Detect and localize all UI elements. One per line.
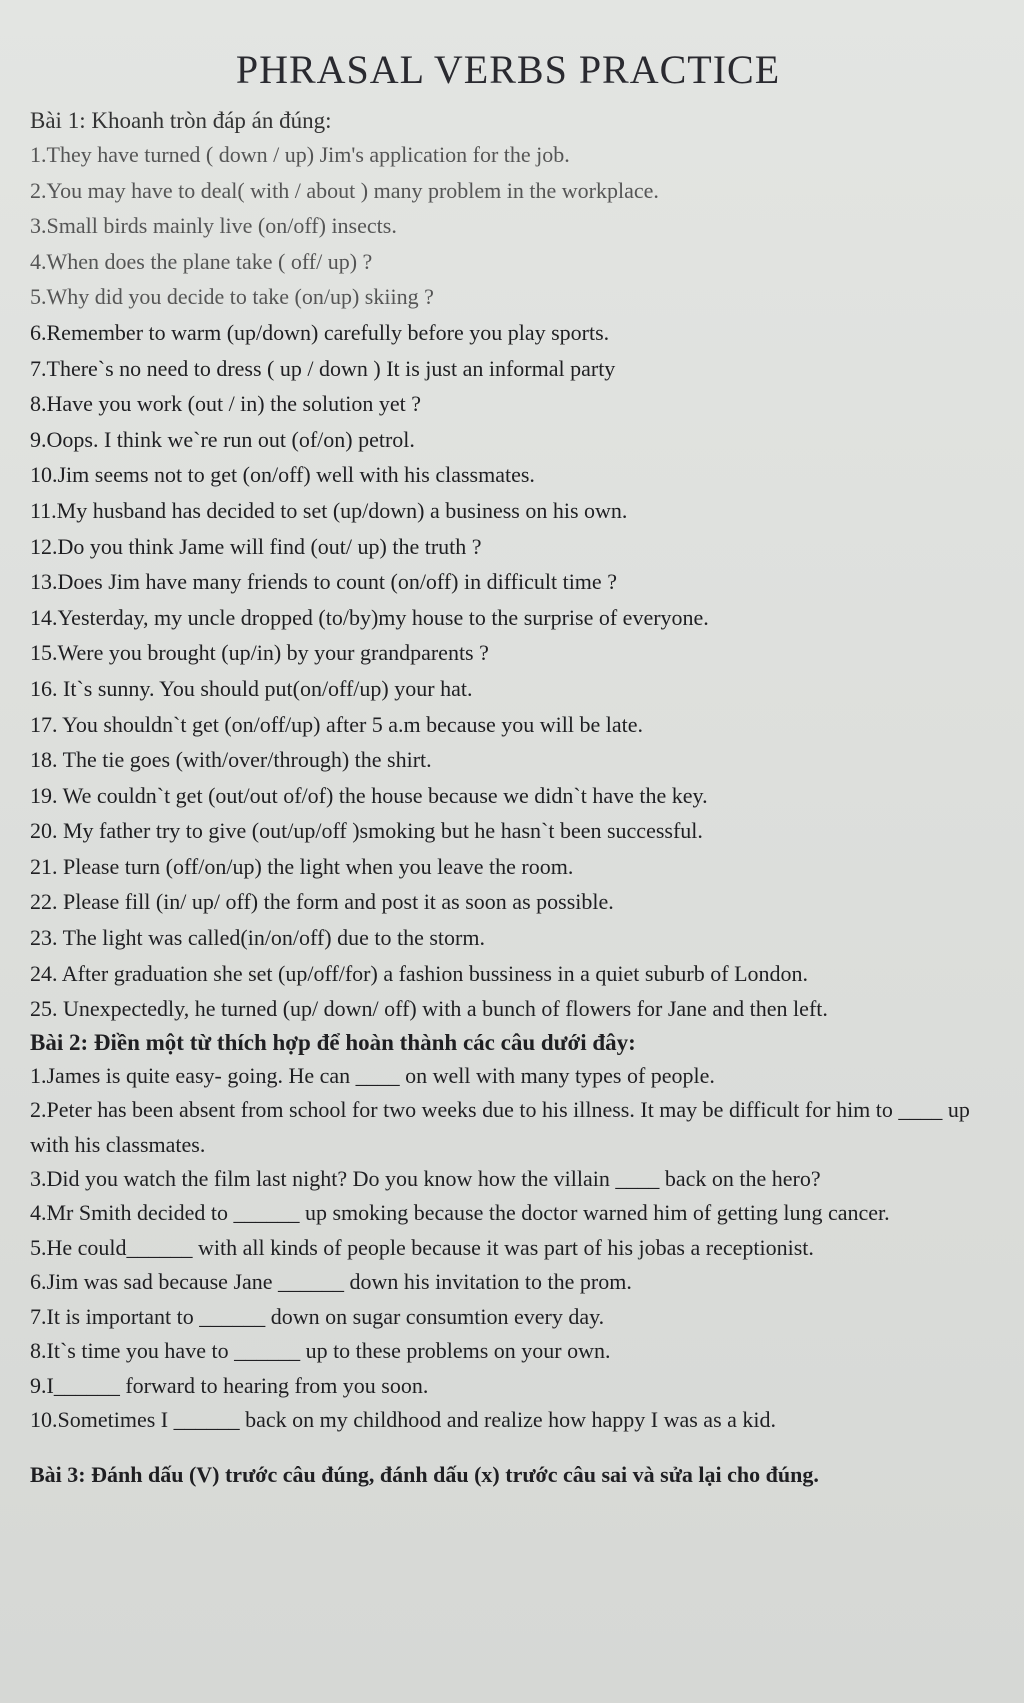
exercise-1-item: 19. We couldn`t get (out/out of/of) the house because we didn`t have the key.: [30, 782, 708, 808]
exercise-2-item: 6.Jim was sad because Jane ______ down his invitation to the prom.: [30, 1269, 632, 1295]
exercise-1-item: 16. It`s sunny. You should put(on/off/up) your hat.: [30, 675, 473, 701]
exercise-3: [30, 1459, 986, 1491]
exercise-1-item: 24. After graduation she set (up/off/for) a fashion bussiness in a quiet suburb of London.: [30, 960, 809, 986]
exercise-2-item: 8.It`s time you have to ______ up to these problems on your own.: [30, 1338, 611, 1364]
section-spacer: [30, 1437, 986, 1459]
exercise-1-item: 2.You may have to deal( with / about ) many problem in the workplace.: [30, 177, 659, 203]
exercise-1-item: 23. The light was called(in/on/off) due to the storm.: [30, 925, 485, 951]
exercise-1-item: 25. Unexpectedly, he turned (up/ down/ off) with a bunch of flowers for Jane and then left.: [30, 996, 828, 1022]
exercise-2-item: 1.James is quite easy- going. He can ____ on well with many types of people.: [30, 1062, 715, 1088]
exercise-1-item: 7.There`s no need to dress ( up / down ) It is just an informal party: [30, 355, 616, 381]
exercise-1: [30, 105, 986, 1027]
exercise-1-item: 8.Have you work (out / in) the solution yet ?: [30, 391, 422, 417]
exercise-1-item: 13.Does Jim have many friends to count (on/off) in difficult time ?: [30, 569, 617, 595]
exercise-1-item: 1.They have turned ( down / up) Jim's application for the job.: [30, 142, 570, 167]
exercise-1-item: 14.Yesterday, my uncle dropped (to/by)my house to the surprise of everyone.: [30, 604, 709, 630]
exercise-1-item: 17. You shouldn`t get (on/off/up) after 5 a.m because you will be late.: [30, 711, 644, 737]
exercise-1-heading: Bài 1: Khoanh tròn đáp án đúng:: [30, 108, 332, 133]
exercise-2-item: 7.It is important to ______ down on sugar consumtion every day.: [30, 1303, 605, 1329]
exercise-2-item: 2.Peter has been absent from school for two weeks due to his illness. It may be difficult for him to ____ up with his classmates.: [30, 1097, 970, 1157]
page-title: PHRASAL VERBS PRACTICE: [235, 47, 781, 92]
exercise-3-heading: Bài 3: Đánh dấu (V) trước câu đúng, đánh dấu (x) trước câu sai và sửa lại cho đúng.: [30, 1462, 819, 1488]
exercise-1-item: 15.Were you brought (up/in) by your grandparents ?: [30, 640, 489, 666]
exercise-1-item: 5.Why did you decide to take (on/up) skiing ?: [30, 284, 434, 310]
exercise-1-item: 20. My father try to give (out/up/off )smoking but he hasn`t been successful.: [30, 818, 703, 844]
exercise-2-item: 3.Did you watch the film last night? Do you know how the villain ____ back on the hero?: [30, 1166, 821, 1192]
exercise-2: [30, 1027, 986, 1437]
exercise-2-heading: Bài 2: Điền một từ thích hợp để hoàn thành các câu dưới đây:: [30, 1029, 636, 1055]
exercise-1-item: 12.Do you think Jame will find (out/ up) the truth ?: [30, 533, 482, 559]
exercise-1-item: 11.My husband has decided to set (up/down) a business on his own.: [30, 497, 628, 523]
exercise-1-item: 6.Remember to warm (up/down) carefully before you play sports.: [30, 319, 610, 345]
exercise-1-item: 22. Please fill (in/ up/ off) the form and post it as soon as possible.: [30, 889, 614, 915]
exercise-1-item: 21. Please turn (off/on/up) the light when you leave the room.: [30, 853, 574, 879]
exercise-2-item: 9.I______ forward to hearing from you soon.: [30, 1372, 429, 1398]
exercise-1-item: 9.Oops. I think we`re run out (of/on) petrol.: [30, 426, 415, 452]
exercise-1-item: 3.Small birds mainly live (on/off) insects.: [30, 213, 397, 239]
exercise-2-item: 10.Sometimes I ______ back on my childhood and realize how happy I was as a kid.: [30, 1406, 777, 1432]
exercise-1-item: 4.When does the plane take ( off/ up) ?: [30, 248, 373, 274]
exercise-2-item: 4.Mr Smith decided to ______ up smoking because the doctor warned him of getting lung cancer.: [30, 1200, 890, 1226]
exercise-2-item: 5.He could______ with all kinds of people because it was part of his jobas a receptionist.: [30, 1234, 814, 1260]
exercise-1-item: 18. The tie goes (with/over/through) the shirt.: [30, 747, 432, 773]
exercise-1-item: 10.Jim seems not to get (on/off) well with his classmates.: [30, 462, 535, 488]
